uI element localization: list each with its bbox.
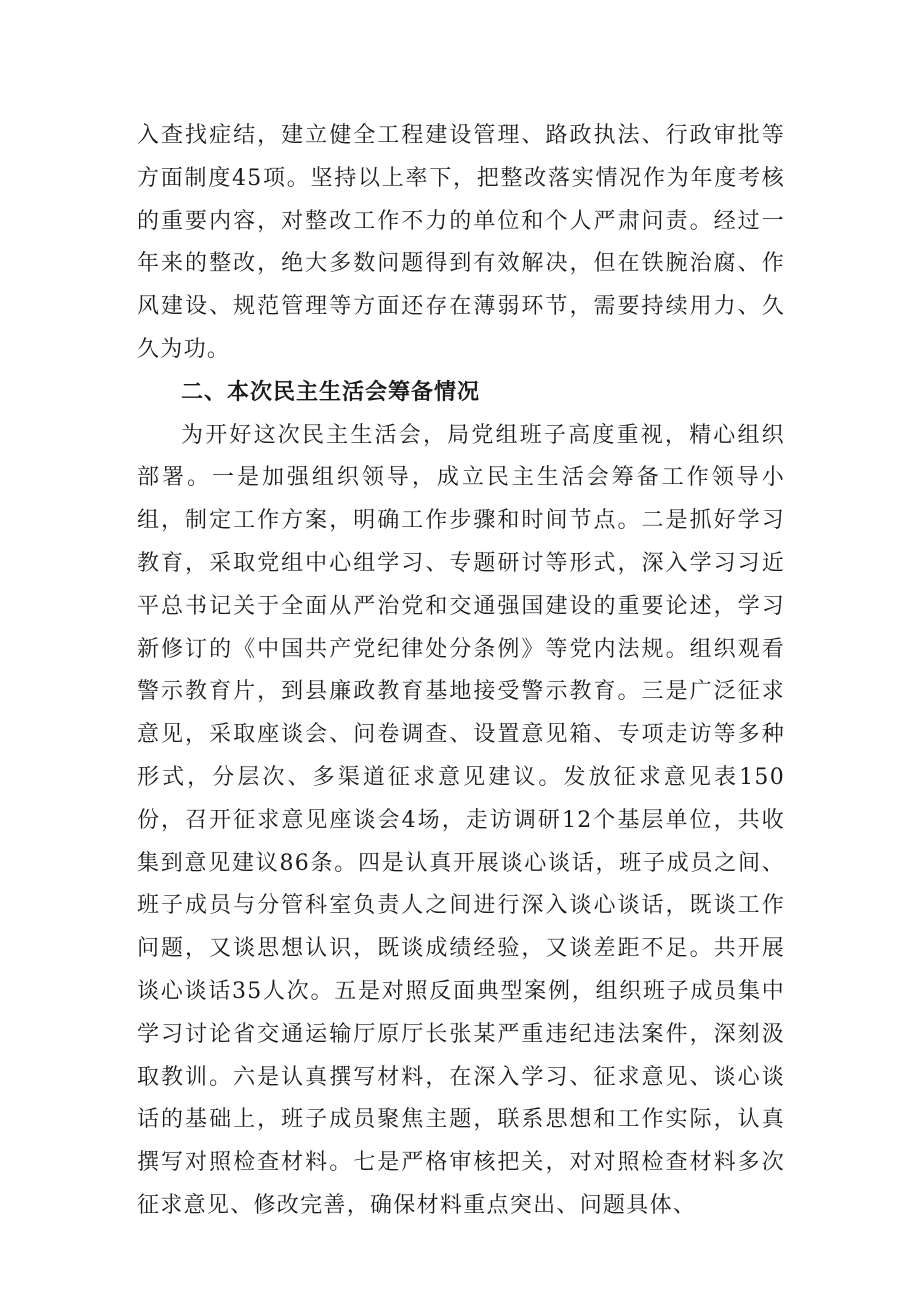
section-heading: 二、本次民主生活会筹备情况 [181, 379, 481, 405]
document-body [137, 115, 785, 1228]
paragraph-continuation: 入查找症结，建立健全工程建设管理、路政执法、行政审批等方面制度45项。坚持以上率下，把整改落实情况作为年度考核的重要内容，对整改工作不力的单位和个人严肃问责。经过一年来的整改，绝大多数问题得到有效解决，但在铁腕治腐、作风建设、规范管理等方面还存在薄弱环节，需要持续用力、久久为功。 [137, 123, 785, 362]
paragraph-preparation: 为开好这次民主生活会，局党组班子高度重视，精心组织部署。一是加强组织领导，成立民主生活会筹备工作领导小组，制定工作方案，明确工作步骤和时间节点。二是抓好学习教育，采取党组中心组学习、专题研讨等形式，深入学习习近平总书记关于全面从严治党和交通强国建设的重要论述，学习新修订的《中国共产党纪律处分条例》等党内法规。组织观看警示教育片，到县廉政教育基地接受警示教育。三是广泛征求意见，采取座谈会、问卷调查、设置意见箱、专项走访等多种形式，分层次、多渠道征求意见建议。发放征求意见表150份，召开征求意见座谈会4场，走访调研12个基层单位，共收集到意见建议86条。四是认真开展谈心谈话，班子成员之间、班子成员与分管科室负责人之间进行深入谈心谈话，既谈工作问题，又谈思想认识，既谈成绩经验，又谈差距不足。共开展谈心谈话35人次。五是对照反面典型案例，组织班子成员集中学习讨论省交通运输厅原厅长张某严重违纪违法案件，深刻汲取教训。六是认真撰写材料，在深入学习、征求意见、谈心谈话的基础上，班子成员聚焦主题，联系思想和工作实际，认真撰写对照检查材料。七是严格审核把关，对对照检查材料多次征求意见、修改完善，确保材料重点突出、问题具体、 [137, 422, 785, 1218]
